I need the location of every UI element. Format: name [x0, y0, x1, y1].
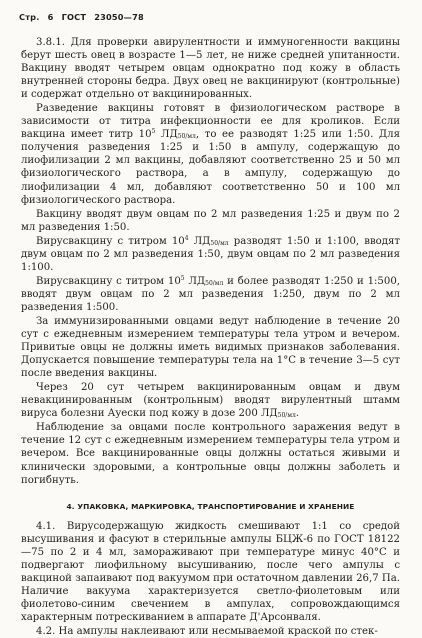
paragraph-challenge: Через 20 сут четырем вакцинированным овцам и двум невакцинированным (контрольным) вводят вирулентный штамм вируса болезни Ауески под кожу в дозе 200 $ЛД_{50/мл}$. [21, 382, 400, 420]
paragraph-dilution: Разведение вакцины готовят в физиологическом растворе в зависимости от титра инфекционности ее для кроликов. Если вакцина имеет титр $10^5$ $ЛД_{50/мл}$, то ее разводят 1:25 или 1:50. Для получения разведения 1:25 и 1:50 в ампулу, содержащую до лиофилизации 2 мл вакцины, добавляют соответственно 25 и 50 мл физиологического раствора, а в ампулу, содержащую до лиофилизации 4 мл, добавляют соответственно 50 и 100 мл физиологического раствора. [21, 103, 400, 206]
section-title: 4. УПАКОВКА, МАРКИРОВКА, ТРАНСПОРТИРОВАНИЕ И ХРАНЕНИЕ [66, 501, 355, 511]
paragraph-post-challenge: Наблюдение за овцами после контрольного заражения ведут в течение 12 сут с ежедневным измерением температуры тела утром и вечером. Все вакцинированные овцы должны остаться живыми и клинически здоровыми, а контрольные овцы должны заболеть и погибнуть. [21, 422, 400, 486]
paragraph-titer-5: Вирусвакцину с титром $10^5$ $ЛД_{50/мл}$ и более разводят 1:250 и 1:500, вводят двум овцам по 2 мл разведения 1:250, двум по 2 мл разведения 1:500. [21, 274, 400, 313]
paragraph-titer-4: Вирусвакцину с титром $10^4$ $ЛД_{50/мл}$ разводят 1:50 и 1:100, вводят двум овцам по 2 мл разведения 1:50, двум овцам по 2 мл разведения 1:100. [21, 234, 400, 273]
paragraph-observation: За иммунизированными овцами ведут наблюдение в течение 20 сут с ежедневным измерением температуры тела утром и вечером. Привитые овцы не должны иметь видимых признаков заболевания. Допускается повышение температуры тела на 1°С в течение 3—5 сут после введения вакцины. [21, 315, 400, 380]
standard-code: ГОСТ [61, 12, 87, 22]
standard-number: 23050—78 [94, 12, 144, 22]
paragraph-4-1: 4.1. Вирусодержащую жидкость смешивают 1:1 со средой высушивания и фасуют в стерильные ампулы БЦЖ-6 по ГОСТ 18122—75 по 2 и 4 мл, замораживают при температуре минус 40°С и подвергают лиофильному высушиванию, после чего ампулы с вакциной запаивают под вакуумом при остаточном давлении 26,7 Па. Наличие вакуума характеризуется светло-фиолетовым или фиолетово-синим свечением в ампулах, сопровождающимся характерным потрескиванием в аппарате Д'Арсонваля. [21, 520, 400, 623]
paragraph-3-8-1: 3.8.1. Для проверки авирулентности и иммуногенности вакцины берут шесть овец в возрасте 1—5 лет, не ниже средней упитанности. Вакцину вводят четырем овцам однократно под кожу в область внутренней стороны бедра. Двух овец не вакцинируют (контрольные) и содержат отдельно от вакцинированных. [21, 37, 400, 101]
paragraph-injection: Вакцину вводят двум овцам по 2 мл разведения 1:25 и двум по 2 мл разведения 1:50. [21, 208, 400, 233]
paragraph-4-2: 4.2. На ампулы наклеивают или несмываемой краской по стек- [36, 625, 378, 637]
page-label: Стр. [19, 12, 40, 22]
page-number: 6 [47, 12, 54, 22]
page-header [19, 12, 400, 22]
